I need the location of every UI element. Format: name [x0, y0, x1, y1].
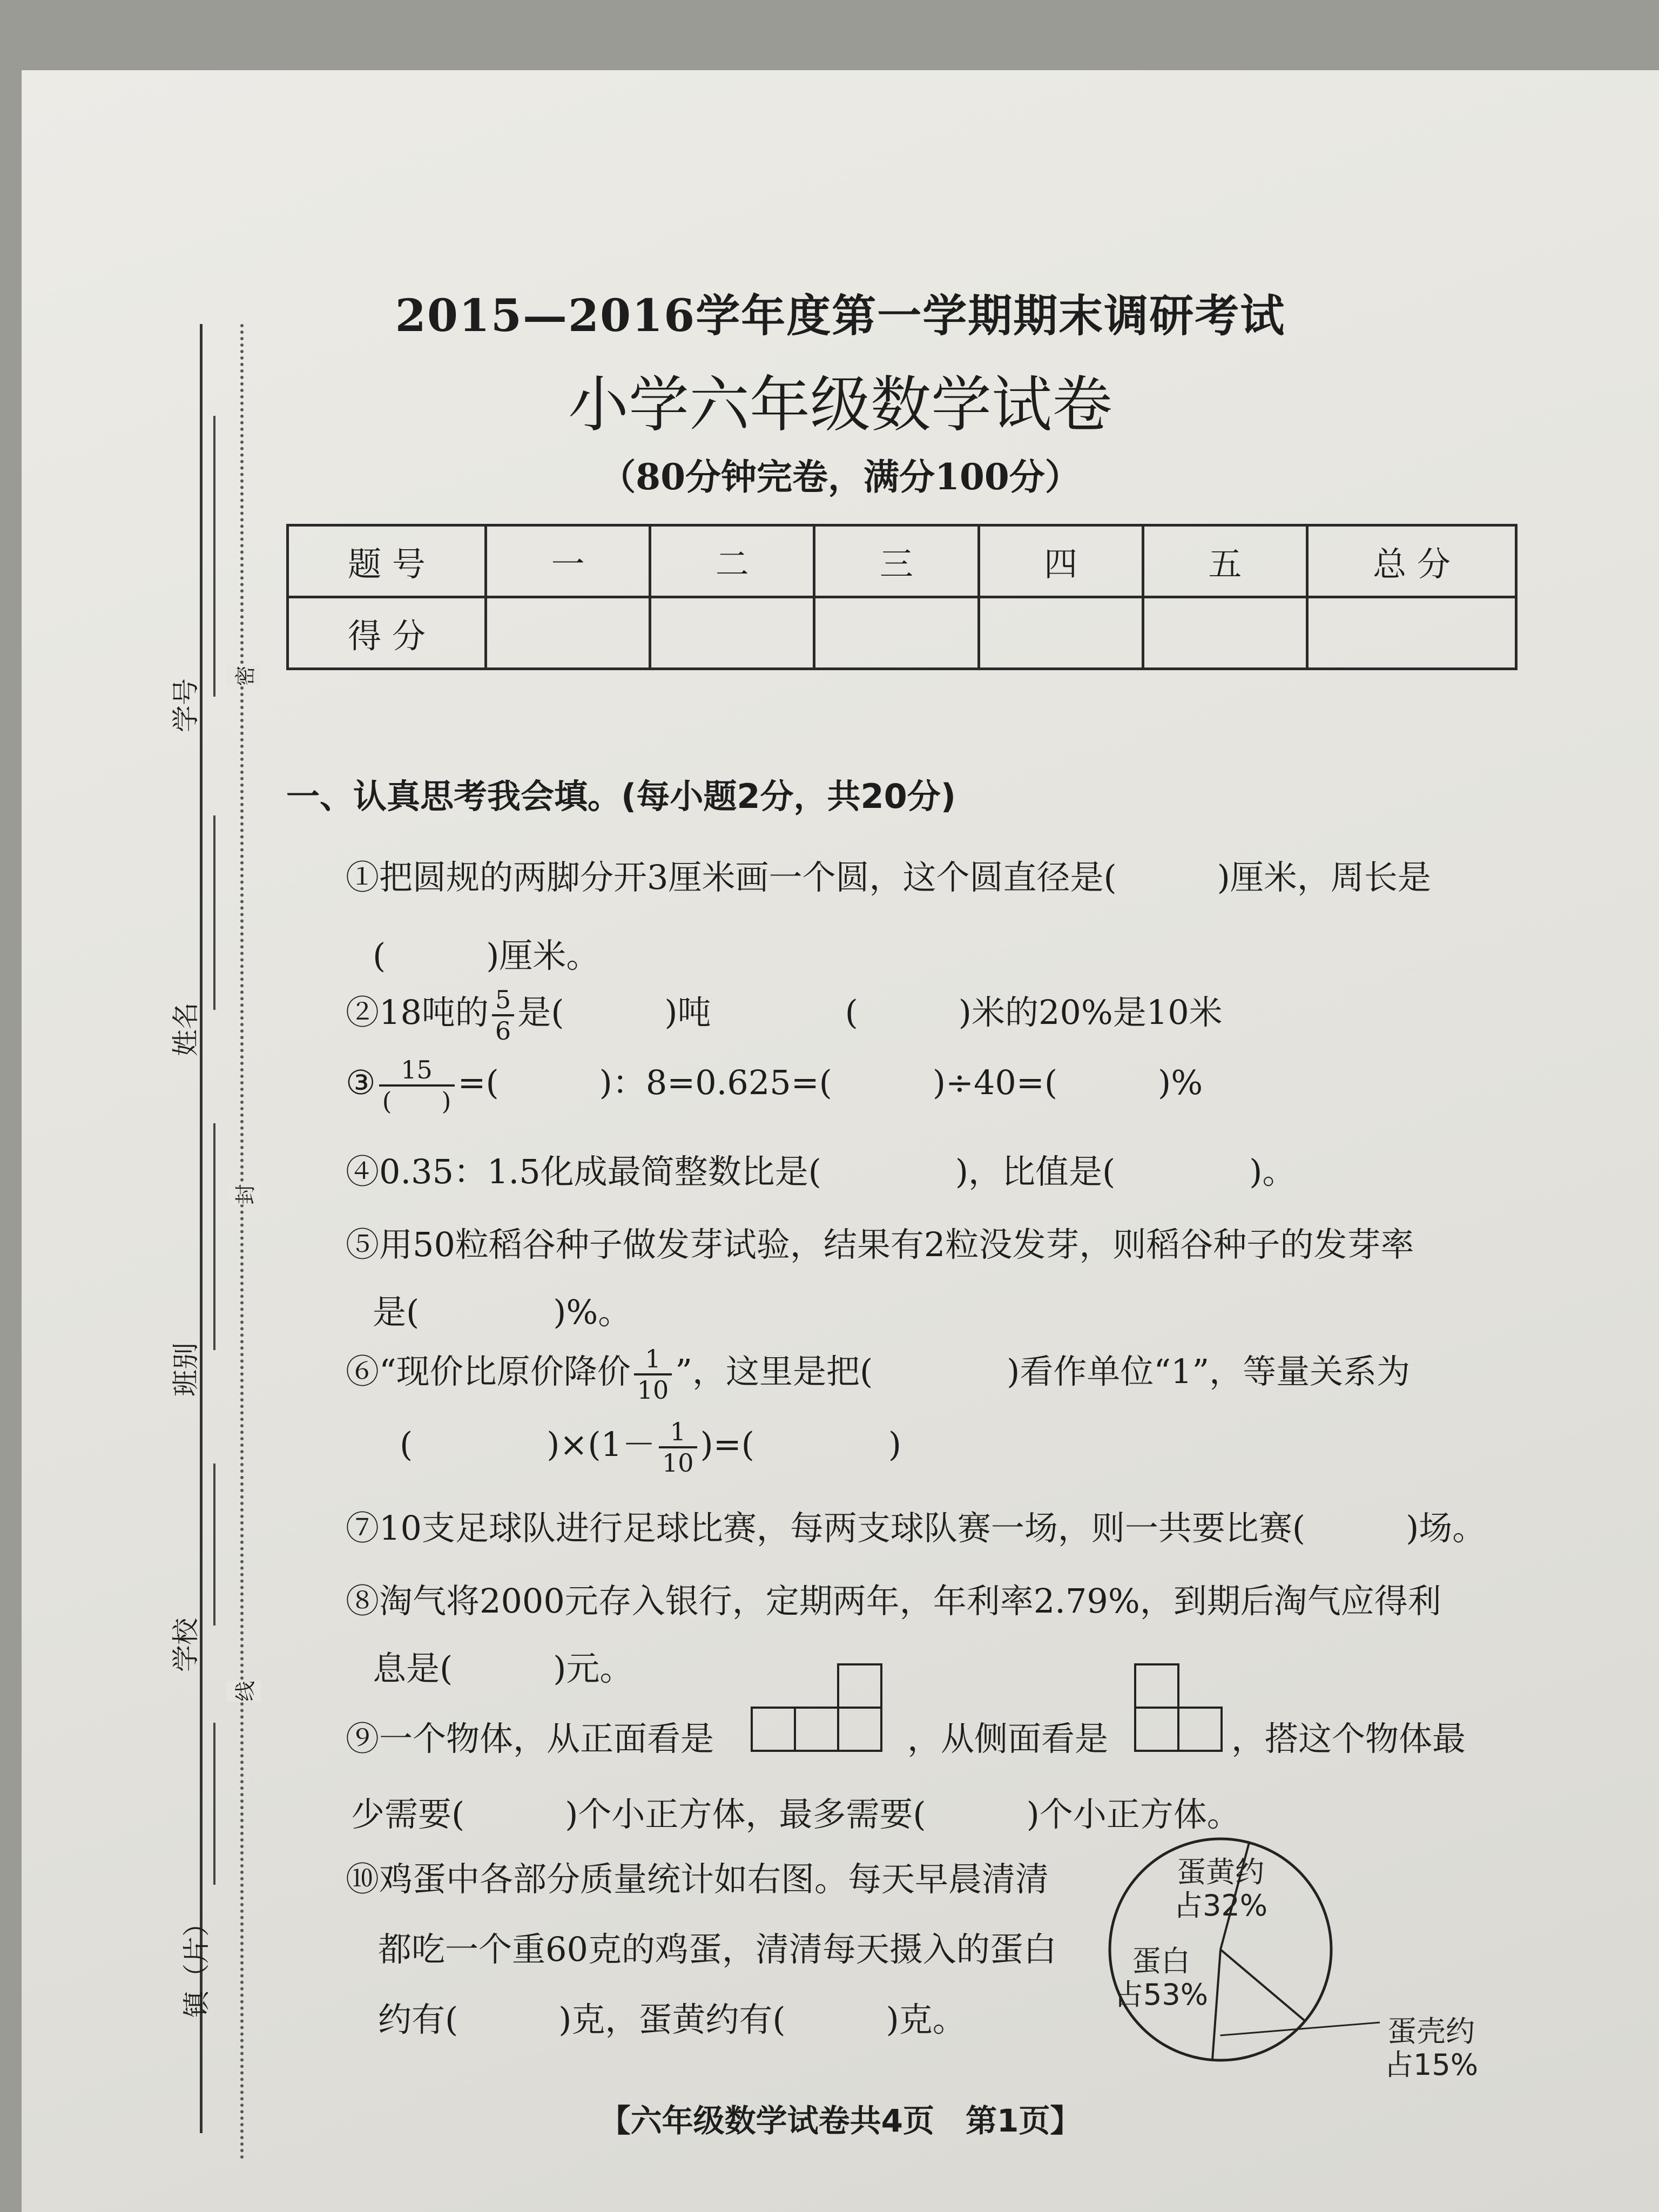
q6-frac-num: 1 — [634, 1346, 672, 1375]
class-label: 班别 — [170, 1343, 201, 1397]
row-header-score: 得 分 — [288, 597, 486, 669]
q10-line3: 约有( )克，蛋黄约有( )克。 — [378, 2000, 966, 2039]
q6-fraction-b — [659, 1417, 697, 1478]
q6-suffix: ”，这里是把( )看作单位“1”，等量关系为 — [675, 1352, 1411, 1391]
col-header-total: 总 分 — [1307, 525, 1516, 597]
page-footer: 【六年级数学试卷共4页 第1页】 — [599, 2102, 1082, 2139]
q3-line — [346, 1056, 1203, 1114]
score-cell-1[interactable] — [486, 597, 650, 669]
q9-text-part1: ⑨一个物体，从正面看是 — [346, 1719, 714, 1758]
pie-slice-label: 占32% — [1173, 1889, 1268, 1923]
q2-prefix: ②18吨的 — [346, 993, 489, 1032]
pie-slice-label: 蛋黄约 — [1177, 1855, 1264, 1889]
q4-line: ④0.35：1.5化成最简整数比是( )，比值是( )。 — [346, 1152, 1296, 1191]
pie-slice-label: 占53% — [1114, 1978, 1209, 2012]
q10-line2: 都吃一个重60克的鸡蛋，清清每天摄入的蛋白 — [378, 1930, 1057, 1969]
q6b-frac-den: 10 — [662, 1448, 694, 1478]
exam-title-line2: 小学六年级数学试卷 — [568, 370, 1112, 440]
q6-fraction-a — [634, 1344, 672, 1405]
side-view-cube — [1134, 1663, 1179, 1709]
q6-prefix: ⑥“现价比原价降价 — [346, 1352, 631, 1391]
score-table — [286, 524, 1518, 670]
q3-prefix: ③ — [346, 1063, 376, 1102]
pie-slice-boundary — [1212, 1950, 1220, 2060]
egg-composition-pie-chart — [1107, 1809, 1518, 2090]
score-cell-4[interactable] — [979, 597, 1143, 669]
front-view-cube — [751, 1707, 796, 1752]
q9-text-part3: ，搭这个物体最 — [1231, 1719, 1466, 1758]
score-cell-3[interactable] — [814, 597, 979, 669]
section1-heading: 一、认真思考我会填。(每小题2分，共20分) — [286, 777, 956, 816]
score-cell-5[interactable] — [1143, 597, 1307, 669]
q2-fraction — [492, 984, 514, 1046]
q3-suffix: =( )：8=0.625=( )÷40=( )% — [457, 1063, 1203, 1102]
q2-frac-num: 5 — [492, 987, 514, 1016]
q2-line — [346, 984, 1223, 1046]
col-header-1: 一 — [486, 525, 650, 597]
q10-line1: ⑩鸡蛋中各部分质量统计如右图。每天早晨清清 — [346, 1859, 1049, 1899]
q3-frac-num: 15 — [379, 1057, 455, 1087]
score-cell-total[interactable] — [1307, 597, 1516, 669]
front-view-cube — [794, 1707, 839, 1752]
seal-mark-feng: 封 — [227, 1184, 261, 1204]
q3-frac-den: ( ) — [382, 1086, 451, 1116]
q9-line2: 少需要( )个小正方体，最多需要( )个小正方体。 — [351, 1795, 1240, 1834]
side-view-cube — [1177, 1707, 1223, 1752]
q6b-frac-num: 1 — [659, 1419, 697, 1448]
town-label: 镇（片） — [181, 1910, 212, 2018]
q7-line: ⑦10支足球队进行足球比赛，每两支球队赛一场，则一共要比赛( )场。 — [346, 1508, 1486, 1548]
side-view-cube — [1134, 1707, 1179, 1752]
q2-suffix: 是( )吨 ( )米的20%是10米 — [517, 993, 1223, 1032]
pie-slice-label: 占15% — [1384, 2048, 1479, 2082]
binding-line-outer — [200, 324, 203, 2133]
q1-line1: ①把圆规的两脚分开3厘米画一个圆，这个圆直径是( )厘米，周长是 — [346, 858, 1431, 897]
q6-line2 — [400, 1417, 902, 1478]
col-header-5: 五 — [1143, 525, 1307, 597]
q6-line2-suffix: )=( ) — [700, 1425, 902, 1464]
exam-title-line3: （80分钟完卷，满分100分） — [600, 456, 1081, 498]
q2-frac-den: 6 — [495, 1016, 511, 1046]
seal-mark-mi: 密 — [227, 665, 261, 686]
q5-line2: 是( )%。 — [373, 1292, 632, 1332]
school-fill-line — [213, 1464, 215, 1626]
school-label: 学校 — [170, 1618, 201, 1672]
row-header-question-no: 题 号 — [288, 525, 486, 597]
front-view-cube — [837, 1707, 882, 1752]
front-view-cube — [837, 1663, 882, 1709]
seal-mark-xian: 线 — [227, 1681, 261, 1701]
student-id-label: 学号 — [170, 678, 201, 732]
q1-line2: ( )厘米。 — [373, 936, 600, 975]
name-label: 姓名 — [170, 1002, 201, 1056]
q6-line1 — [346, 1344, 1411, 1405]
score-cell-2[interactable] — [650, 597, 814, 669]
pie-slice-label: 蛋白 — [1132, 1944, 1190, 1978]
name-fill-line — [213, 815, 215, 1010]
q5-line1: ⑤用50粒稻谷种子做发芽试验，结果有2粒没发芽，则稻谷种子的发芽率 — [346, 1225, 1414, 1264]
q8-line1: ⑧淘气将2000元存入银行，定期两年，年利率2.79%，到期后淘气应得利 — [346, 1581, 1441, 1621]
pie-slice-label: 蛋壳约 — [1387, 2014, 1475, 2048]
q9-text-part2: ，从侧面看是 — [907, 1719, 1109, 1758]
q6-line2-prefix: ( )×(1－ — [400, 1425, 656, 1464]
q3-fraction — [379, 1057, 455, 1114]
score-table-header-row — [288, 525, 1516, 597]
q6-frac-den: 10 — [637, 1375, 669, 1405]
col-header-4: 四 — [979, 525, 1143, 597]
score-table-score-row — [288, 597, 1516, 669]
pie-slice-boundary — [1220, 1950, 1305, 2021]
col-header-2: 二 — [650, 525, 814, 597]
q8-line2: 息是( )元。 — [373, 1649, 633, 1688]
exam-paper — [22, 70, 1659, 2212]
pie-leader-line — [1220, 2022, 1380, 2035]
exam-title-line1: 2015—2016学年度第一学期期末调研考试 — [395, 290, 1286, 342]
class-fill-line — [213, 1123, 215, 1350]
town-fill-line — [213, 1723, 215, 1885]
seal-dotted-line — [240, 324, 244, 2160]
col-header-3: 三 — [814, 525, 979, 597]
